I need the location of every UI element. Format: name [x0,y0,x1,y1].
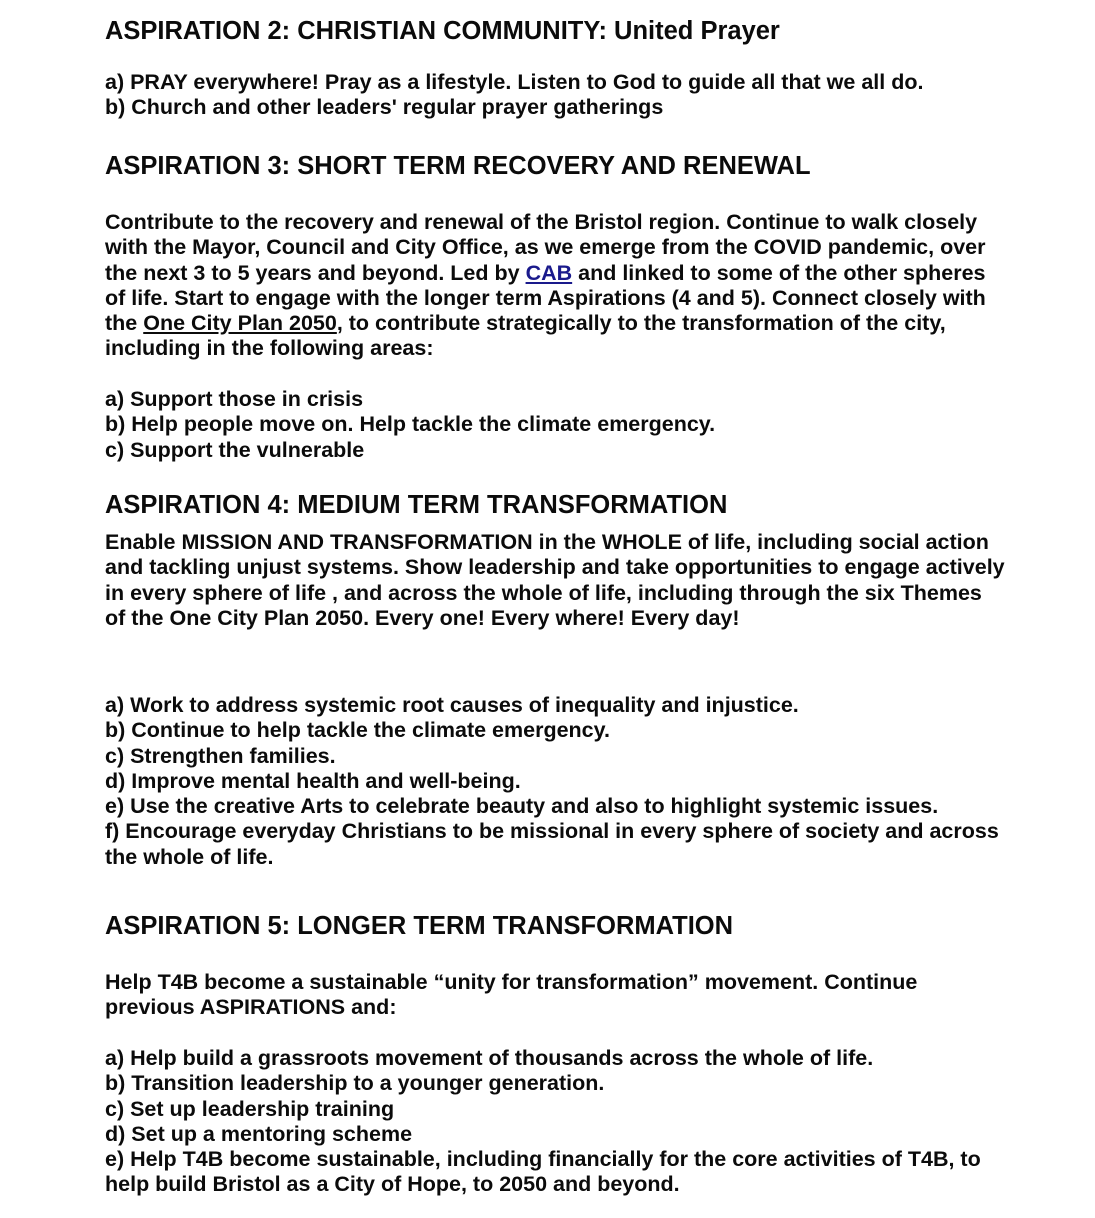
paragraph-text: , to contribute strategically to the transformation of the city, including in the following areas: [105,311,946,361]
aspiration-3-list [105,387,1005,463]
aspiration-4-heading: ASPIRATION 4: MEDIUM TERM TRANSFORMATION [105,491,728,519]
list-item: f) Encourage everyday Christians to be missional in every sphere of society and across the whole of life. [105,819,999,869]
aspiration-4-list [105,693,1005,870]
list-item: e) Use the creative Arts to celebrate beauty and also to highlight systemic issues. [105,794,939,819]
list-item: d) Set up a mentoring scheme [105,1121,413,1146]
aspiration-2-heading: ASPIRATION 2: CHRISTIAN COMMUNITY: United Prayer [105,17,780,45]
list-item: c) Strengthen families. [105,743,336,768]
list-item: b) Continue to help tackle the climate emergency. [105,718,610,743]
list-item: a) PRAY everywhere! Pray as a lifestyle. Listen to God to guide all that we all do. [105,70,924,94]
aspiration-3-paragraph [105,210,1005,362]
aspiration-5-heading: ASPIRATION 5: LONGER TERM TRANSFORMATION [105,912,734,940]
cab-link[interactable]: CAB [525,260,573,285]
paragraph-text: and linked to some of the other spheres of life. Start to engage with the longer term Aspirations (4 and 5). Connect closely with the [105,260,986,336]
list-item: a) Help build a grassroots movement of thousands across the whole of life. [105,1046,874,1070]
one-city-plan-link[interactable]: One City Plan 2050 [143,311,337,336]
list-item: c) Support the vulnerable [105,437,365,462]
list-item: a) Work to address systemic root causes of inequality and injustice. [105,693,799,717]
aspiration-4-paragraph: Enable MISSION AND TRANSFORMATION in the WHOLE of life, including social action and tackling unjust systems. Show leadership and take opportunities to engage actively in every sphere of life , and across the whole of life, including through the six Themes of the One City Plan 2050. Every one! Every where! Every day! [105,530,1005,630]
list-item: d) Improve mental health and well-being. [105,768,521,793]
list-item: b) Help people move on. Help tackle the climate emergency. [105,412,716,437]
list-item: b) Church and other leaders' regular prayer gatherings [105,95,664,120]
aspiration-3-heading: ASPIRATION 3: SHORT TERM RECOVERY AND RENEWAL [105,152,811,180]
aspiration-5-list [105,1046,1005,1198]
list-item: a) Support those in crisis [105,387,364,411]
aspiration-5-paragraph: Help T4B become a sustainable “unity for transformation” movement. Continue previous ASPIRATIONS and: [105,970,918,1020]
list-item: e) Help T4B become sustainable, including financially for the core activities of T4B, to help build Bristol as a City of Hope, to 2050 and beyond. [105,1147,981,1197]
aspiration-2-list [105,70,1005,121]
list-item: b) Transition leadership to a younger generation. [105,1071,605,1096]
paragraph-text: Contribute to the recovery and renewal of the Bristol region. Continue to walk closely with the Mayor, Council and City Office, as we emerge from the COVID pandemic, over the next 3 to 5 years and beyond. Led by [105,210,986,285]
list-item: c) Set up leadership training [105,1096,395,1121]
